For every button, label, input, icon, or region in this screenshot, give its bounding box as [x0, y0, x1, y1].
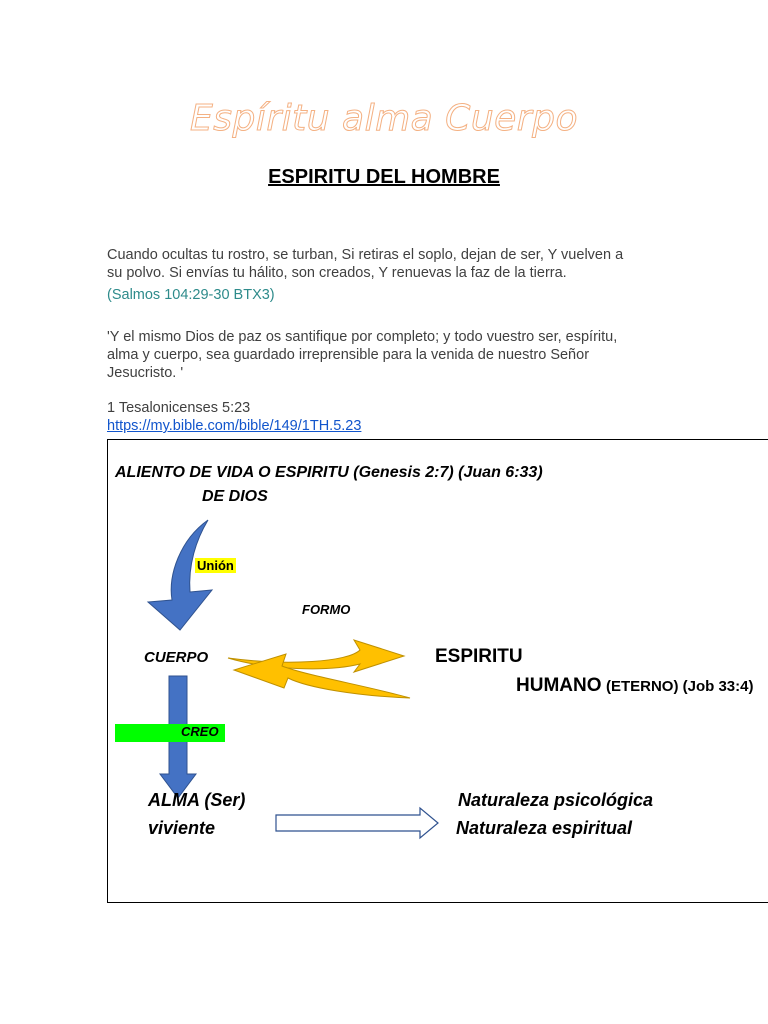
section-heading: ESPIRITU DEL HOMBRE — [268, 166, 500, 188]
humano-label: HUMANO — [516, 675, 602, 696]
psalm-quote-line-1: Cuando ocultas tu rostro, se turban, Si retiras el soplo, dejan de ser, Y vuelven a — [107, 247, 624, 263]
espiritu-label: ESPIRITU — [435, 646, 523, 667]
bible-link[interactable]: https://my.bible.com/bible/149/1TH.5.23 — [107, 418, 362, 434]
diagram-heading-line-2: DE DIOS — [202, 488, 268, 505]
eterno-label: (ETERNO) (Job 33:4) — [605, 678, 754, 695]
psalm-quote — [107, 246, 667, 304]
thessalonians-reference: 1 Tesalonicenses 5:23 — [107, 400, 251, 416]
thessalonians-quote-line-2: alma y cuerpo, sea guardado irreprensible para la venida de nuestro Señor — [107, 347, 590, 363]
nature-arrow — [276, 808, 438, 838]
formo-label: FORMO — [302, 602, 351, 617]
page-title: Espíritu alma Cuerpo — [190, 98, 578, 139]
spirit-diagram — [107, 439, 768, 903]
union-label: Unión — [197, 558, 234, 573]
cuerpo-label: CUERPO — [144, 649, 209, 666]
thessalonians-reference-block — [107, 399, 667, 435]
naturaleza-psicologica-label: Naturaleza psicológica — [458, 790, 654, 810]
psalm-reference: (Salmos 104:29-30 BTX3) — [107, 287, 275, 303]
thessalonians-quote-line-3: Jesucristo. ' — [107, 365, 184, 381]
naturaleza-espiritual-label: Naturaleza espiritual — [456, 818, 633, 838]
viviente-label: viviente — [148, 818, 216, 838]
humano-line — [516, 675, 753, 697]
diagram-heading-line-1: ALIENTO DE VIDA O ESPIRITU (Genesis 2:7) (Juan 6:33) — [115, 464, 543, 481]
thessalonians-quote — [107, 328, 667, 382]
thessalonians-quote-line-1: 'Y el mismo Dios de paz os santifique por completo; y todo vuestro ser, espíritu, — [107, 329, 618, 345]
psalm-quote-line-2: su polvo. Si envías tu hálito, son creados, Y renuevas la faz de la tierra. — [107, 265, 567, 281]
union-curved-arrow — [148, 520, 212, 630]
alma-label: ALMA (Ser) — [148, 790, 246, 810]
creo-label: CREO — [181, 724, 219, 739]
